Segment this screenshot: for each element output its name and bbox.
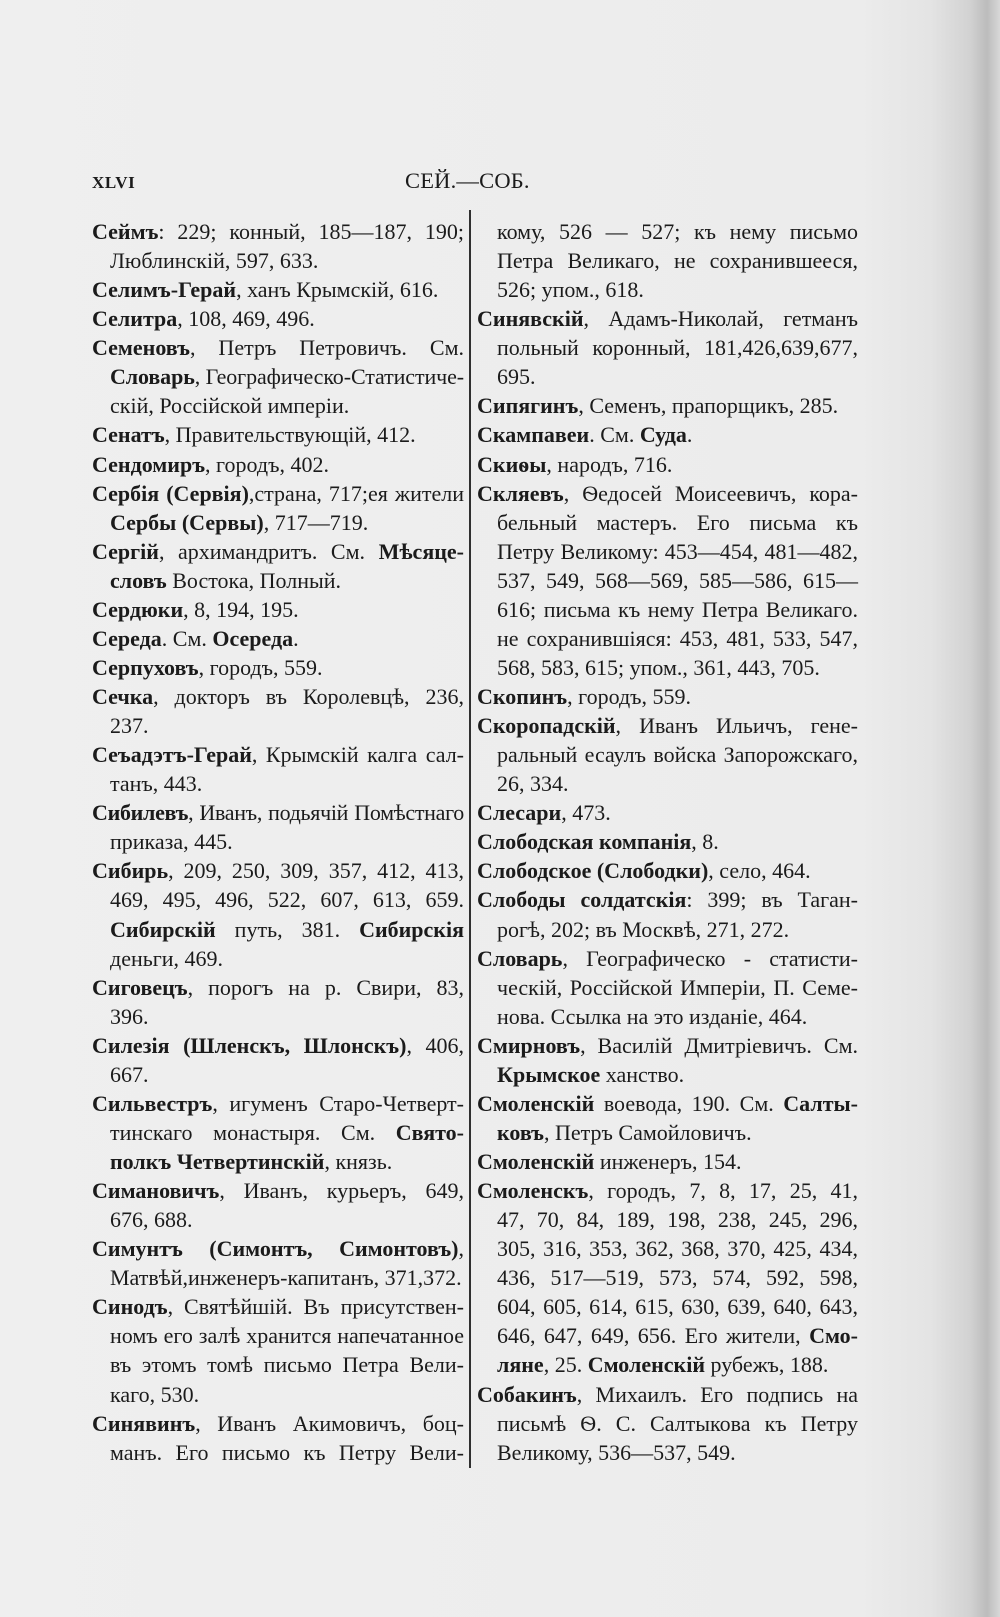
entry-line bbox=[497, 915, 858, 944]
entry-heading: Селитра bbox=[92, 306, 178, 332]
entry-line bbox=[110, 827, 464, 856]
entry-line bbox=[110, 362, 464, 391]
entry-heading: Мѣсяце- bbox=[378, 538, 464, 564]
entry-line bbox=[497, 537, 858, 566]
entry-line bbox=[92, 653, 464, 682]
entry-line bbox=[92, 740, 464, 769]
entry-line bbox=[110, 915, 464, 944]
entry-line bbox=[497, 1438, 858, 1467]
index-entry bbox=[477, 420, 858, 449]
entry-line bbox=[110, 1321, 464, 1350]
entry-heading: Слободская компанія bbox=[477, 829, 692, 855]
entry-line bbox=[110, 1060, 464, 1089]
entry-heading: Скоропадскій bbox=[477, 713, 616, 739]
entry-line bbox=[497, 624, 858, 653]
entry-line bbox=[497, 566, 858, 595]
entry-text: Люблинскій, 597, 633. bbox=[110, 248, 319, 274]
entry-heading: Свято- bbox=[395, 1119, 464, 1145]
entry-text: , bbox=[458, 1236, 464, 1262]
entry-heading: Сибирскія bbox=[359, 916, 464, 942]
entry-line bbox=[477, 944, 858, 973]
entry-line bbox=[92, 304, 464, 333]
entry-line bbox=[110, 1002, 464, 1031]
entry-line bbox=[497, 217, 858, 246]
entry-text: Петру Великому: 453—454, 481—482, bbox=[497, 538, 858, 564]
entry-text: въ этомъ томѣ письмо Петра Вели- bbox=[110, 1352, 464, 1378]
entry-line bbox=[110, 1263, 464, 1292]
entry-line bbox=[92, 1089, 464, 1118]
entry-text: ральный есаулъ войска Запорожскаго, bbox=[497, 742, 858, 768]
index-entry bbox=[477, 1147, 858, 1176]
entry-line bbox=[110, 508, 464, 537]
entry-text: 396. bbox=[110, 1003, 149, 1029]
entry-text: , городъ, 7, 8, 17, 25, 41, bbox=[588, 1178, 858, 1204]
entry-heading: Словарь bbox=[477, 945, 563, 971]
entry-text: , 473. bbox=[561, 800, 611, 826]
entry-line bbox=[92, 420, 464, 449]
index-entry bbox=[477, 856, 858, 885]
entry-heading: Сиговецъ bbox=[92, 974, 188, 1000]
entry-heading: ляне bbox=[497, 1352, 544, 1378]
entry-line bbox=[477, 391, 858, 420]
entry-text: 237. bbox=[110, 713, 149, 739]
entry-text: скій, Россійской имперіи. bbox=[110, 393, 350, 419]
entry-heading: Синодъ bbox=[92, 1294, 168, 1320]
entry-line bbox=[477, 856, 858, 885]
entry-line bbox=[497, 1350, 858, 1379]
index-column-right bbox=[477, 217, 858, 1467]
entry-heading: Синявинъ bbox=[92, 1410, 196, 1436]
entry-line bbox=[477, 1031, 858, 1060]
entry-text: рубежъ, 188. bbox=[705, 1352, 829, 1378]
index-entry bbox=[92, 420, 464, 449]
entry-text: , 406, bbox=[406, 1032, 464, 1058]
entry-line bbox=[110, 566, 464, 595]
entry-text: , Адамъ-Николай, гетманъ bbox=[583, 306, 858, 332]
entry-text: 646, 647, 649, 656. Его жители, bbox=[497, 1323, 810, 1349]
entry-line bbox=[497, 653, 858, 682]
entry-text: Востока, Полный. bbox=[166, 567, 342, 593]
entry-text: , Василій Дмитріевичъ. См. bbox=[580, 1032, 858, 1058]
entry-text: , Иванъ, курьеръ, 649, bbox=[219, 1178, 464, 1204]
entry-heading: Сербія (Сервія) bbox=[92, 480, 249, 506]
index-entry bbox=[477, 944, 858, 1031]
entry-text: манъ. Его письмо къ Петру Вели- bbox=[110, 1439, 464, 1465]
entry-heading: Синявскій bbox=[477, 306, 584, 332]
entry-line bbox=[92, 624, 464, 653]
index-entry bbox=[92, 479, 464, 537]
entry-text: . См. bbox=[589, 422, 640, 448]
entry-text: , архимандритъ. См. bbox=[158, 538, 379, 564]
entry-text: Матвѣй,инженеръ-капитанъ, 371,372. bbox=[110, 1265, 462, 1291]
index-entry bbox=[477, 304, 858, 391]
entry-text: рогѣ, 202; въ Москвѣ, 271, 272. bbox=[497, 916, 790, 942]
index-entry bbox=[92, 1234, 464, 1292]
entry-heading: Сеъадэтъ-Герай bbox=[92, 742, 252, 768]
entry-line bbox=[497, 1263, 858, 1292]
entry-text: , 8. bbox=[691, 829, 719, 855]
entry-heading: Сердюки bbox=[92, 596, 184, 622]
entry-heading: Сенатъ bbox=[92, 422, 165, 448]
entry-text: : 229; конный, 185—187, 190; bbox=[158, 219, 464, 244]
entry-text: , Иванъ Ильичъ, гене- bbox=[615, 713, 858, 739]
index-entry bbox=[92, 275, 464, 304]
entry-line bbox=[477, 1147, 858, 1176]
index-entry bbox=[92, 973, 464, 1031]
entry-line bbox=[110, 1438, 464, 1467]
entry-text: , село, 464. bbox=[708, 858, 811, 884]
entry-line bbox=[477, 798, 858, 827]
entry-text: 676, 688. bbox=[110, 1207, 193, 1233]
index-entry bbox=[92, 798, 464, 856]
entry-heading: Сеймъ bbox=[92, 219, 159, 244]
entry-text: . bbox=[686, 422, 693, 448]
entry-heading: Силезія (Шленскъ, Шлонскъ) bbox=[92, 1032, 407, 1058]
entry-line bbox=[497, 362, 858, 391]
entry-text: , народъ, 716. bbox=[546, 451, 673, 477]
entry-heading: Салты- bbox=[783, 1090, 858, 1116]
entry-heading: Семеновъ bbox=[92, 335, 190, 361]
entry-line bbox=[477, 711, 858, 740]
entry-text: тинскаго монастыря. См. bbox=[110, 1119, 396, 1145]
entry-text: 667. bbox=[110, 1061, 149, 1087]
entry-text: ханство. bbox=[600, 1061, 685, 1087]
index-entry bbox=[477, 479, 858, 682]
entry-line bbox=[497, 275, 858, 304]
index-entry bbox=[92, 1176, 464, 1234]
entry-heading: полкъ Четвертинскій bbox=[110, 1149, 325, 1174]
index-entry bbox=[92, 653, 464, 682]
entry-line bbox=[92, 275, 464, 304]
entry-text: ,страна, 717;ея жители bbox=[248, 480, 464, 506]
entry-line bbox=[477, 304, 858, 333]
entry-text: , Правительствующій, 412. bbox=[164, 422, 416, 448]
entry-text: . См. bbox=[161, 625, 213, 651]
entry-text: 26, 334. bbox=[497, 771, 569, 797]
index-entry bbox=[477, 217, 858, 304]
entry-heading: Слесари bbox=[477, 800, 562, 826]
entry-text: , Семенъ, прапорщикъ, 285. bbox=[578, 393, 839, 419]
entry-heading: Серпуховъ bbox=[92, 654, 199, 680]
entry-line bbox=[92, 1234, 464, 1263]
entry-line bbox=[477, 682, 858, 711]
entry-line bbox=[477, 479, 858, 508]
index-entry bbox=[92, 1292, 464, 1408]
entry-text: , Иванъ Акимовичъ, боц- bbox=[195, 1410, 464, 1436]
entry-line bbox=[497, 508, 858, 537]
entry-text: . bbox=[293, 625, 299, 651]
index-entry bbox=[92, 217, 464, 275]
entry-heading: Скампавеи bbox=[477, 422, 590, 448]
entry-text: , Ѳедосей Моисеевичъ, кора- bbox=[563, 480, 858, 506]
index-entry bbox=[92, 856, 464, 972]
entry-heading: Слободы солдатскія bbox=[477, 887, 687, 913]
entry-text: путь, 381. bbox=[215, 916, 360, 942]
entry-text: воевода, 190. См. bbox=[594, 1090, 784, 1116]
entry-heading: Симунтъ (Симонтъ, Симонтовъ) bbox=[92, 1236, 459, 1262]
entry-text: , городъ, 559. bbox=[567, 684, 692, 709]
entry-line bbox=[110, 1205, 464, 1234]
entry-text: польный коронный, 181,426,639,677, bbox=[497, 335, 858, 361]
entry-heading: Смирновъ bbox=[477, 1032, 581, 1058]
index-entry bbox=[92, 333, 464, 420]
entry-text: кому, 526 — 527; къ нему письмо bbox=[497, 219, 858, 244]
entry-heading: Середа bbox=[92, 625, 162, 651]
index-entry bbox=[477, 450, 858, 479]
entry-line bbox=[92, 1176, 464, 1205]
entry-text: 305, 316, 353, 362, 368, 370, 425, 434, bbox=[497, 1236, 858, 1262]
entry-text: , Крымскій калга сал- bbox=[251, 742, 464, 768]
entry-line bbox=[110, 1118, 464, 1147]
entry-line bbox=[477, 1176, 858, 1205]
index-entry bbox=[477, 1176, 858, 1379]
entry-heading: Сендомиръ bbox=[92, 451, 206, 477]
entry-text: 47, 70, 84, 189, 198, 238, 245, 296, bbox=[497, 1207, 858, 1233]
index-entry bbox=[477, 391, 858, 420]
entry-text: , 209, 250, 309, 357, 412, 413, bbox=[168, 858, 464, 884]
entry-heading: Смо- bbox=[809, 1323, 858, 1349]
entry-line bbox=[477, 827, 858, 856]
entry-line bbox=[92, 973, 464, 1002]
entry-line bbox=[110, 711, 464, 740]
entry-text: , Петръ Петровичъ. См. bbox=[189, 335, 464, 361]
entry-line bbox=[497, 1002, 858, 1031]
entry-line bbox=[92, 595, 464, 624]
entry-heading: Словарь bbox=[110, 364, 195, 390]
entry-text: , 108, 469, 496. bbox=[177, 306, 315, 332]
entry-line bbox=[110, 944, 464, 973]
entry-line bbox=[110, 1380, 464, 1409]
entry-line bbox=[92, 450, 464, 479]
entry-heading: Сергій bbox=[92, 538, 159, 564]
entry-text: инженеръ, 154. bbox=[594, 1149, 742, 1174]
entry-text: ческій, Россійской Имперіи, П. Семе- bbox=[497, 974, 858, 1000]
index-entry bbox=[92, 1031, 464, 1089]
entry-text: : 399; въ Таган- bbox=[686, 887, 858, 913]
entry-text: не сохранившіяся: 453, 481, 533, 547, bbox=[497, 625, 858, 651]
entry-heading: Слободское (Слободки) bbox=[477, 858, 709, 884]
entry-heading: Собакинъ bbox=[477, 1381, 577, 1407]
entry-line bbox=[497, 740, 858, 769]
entry-heading: Скиѳы bbox=[477, 451, 547, 477]
entry-line bbox=[92, 1409, 464, 1438]
entry-text: , князь. bbox=[324, 1149, 393, 1174]
index-entry bbox=[92, 450, 464, 479]
index-entry bbox=[477, 885, 858, 943]
entry-line bbox=[110, 391, 464, 420]
index-entry bbox=[92, 740, 464, 798]
index-entry bbox=[92, 1089, 464, 1176]
entry-heading: Сибирскій bbox=[110, 916, 216, 942]
entry-text: , 717—719. bbox=[263, 509, 369, 535]
index-entry bbox=[477, 827, 858, 856]
index-entry bbox=[477, 798, 858, 827]
entry-text: Великому, 536—537, 549. bbox=[497, 1439, 736, 1465]
entry-line bbox=[497, 1292, 858, 1321]
entry-line bbox=[92, 333, 464, 362]
entry-line bbox=[92, 479, 464, 508]
entry-line bbox=[92, 856, 464, 885]
entry-text: бельный мастеръ. Его письма къ bbox=[497, 509, 858, 535]
entry-heading: Сильвестръ bbox=[92, 1090, 213, 1116]
index-entry bbox=[477, 1380, 858, 1467]
entry-heading: Селимъ-Герай bbox=[92, 277, 237, 303]
index-entry bbox=[92, 537, 464, 595]
entry-heading: Сечка bbox=[92, 684, 154, 709]
entry-line bbox=[92, 537, 464, 566]
entry-text: каго, 530. bbox=[110, 1381, 200, 1407]
entry-line bbox=[497, 595, 858, 624]
entry-text: Петра Великаго, не сохранившееся, bbox=[497, 248, 858, 274]
index-entry bbox=[92, 1409, 464, 1467]
entry-line bbox=[110, 246, 464, 275]
entry-line bbox=[497, 1205, 858, 1234]
entry-text: , докторъ въ Королевцѣ, 236, bbox=[153, 684, 464, 709]
entry-line bbox=[477, 1089, 858, 1118]
page-number: XLVI bbox=[92, 173, 136, 192]
entry-text: 616; письма къ нему Петра Великаго. bbox=[497, 596, 858, 622]
entry-line bbox=[497, 1409, 858, 1438]
index-entry bbox=[92, 682, 464, 740]
index-entry bbox=[92, 624, 464, 653]
entry-heading: словъ bbox=[110, 567, 167, 593]
entry-text: , 8, 194, 195. bbox=[183, 596, 299, 622]
entry-text: , городъ, 559. bbox=[198, 654, 323, 680]
entry-line bbox=[110, 1350, 464, 1379]
entry-text: 526; упом., 618. bbox=[497, 277, 644, 303]
entry-line bbox=[497, 1118, 858, 1147]
entry-text: приказа, 445. bbox=[110, 829, 233, 855]
entry-text: , порогъ на р. Свири, 83, bbox=[187, 974, 464, 1000]
entry-line bbox=[497, 973, 858, 1002]
entry-text: , Петръ Самойловичъ. bbox=[544, 1119, 752, 1145]
entry-heading: Смоленскій bbox=[587, 1352, 705, 1378]
entry-heading: Суда bbox=[639, 422, 687, 448]
entry-heading: Сипягинъ bbox=[477, 393, 579, 419]
entry-line bbox=[497, 333, 858, 362]
entry-heading: Смоленскій bbox=[477, 1149, 595, 1174]
index-entry bbox=[477, 1089, 858, 1147]
entry-line bbox=[92, 1292, 464, 1321]
entry-line bbox=[92, 1031, 464, 1060]
entry-line bbox=[497, 1321, 858, 1350]
entry-heading: Симановичъ bbox=[92, 1178, 220, 1204]
entry-line bbox=[110, 769, 464, 798]
entry-text: , Географическо - статисти- bbox=[562, 945, 858, 971]
entry-text: , Географическо-Статистиче- bbox=[194, 364, 464, 390]
entry-heading: Скопинъ bbox=[477, 684, 568, 709]
index-entry bbox=[92, 595, 464, 624]
entry-text: , Иванъ, подьячій Помѣстнаго bbox=[188, 800, 464, 826]
column-divider bbox=[469, 210, 471, 1468]
entry-line bbox=[477, 1380, 858, 1409]
entry-text: , городъ, 402. bbox=[205, 451, 329, 477]
entry-text: , игуменъ Старо-Четверт- bbox=[212, 1090, 464, 1116]
entry-text: 604, 605, 614, 615, 630, 639, 640, 643, bbox=[497, 1294, 858, 1320]
entry-line bbox=[92, 217, 464, 246]
entry-text: , ханъ Крымскій, 616. bbox=[236, 277, 439, 303]
entry-heading: Скляевъ bbox=[477, 480, 564, 506]
entry-heading: Смоленскій bbox=[477, 1090, 595, 1116]
entry-line bbox=[110, 885, 464, 914]
index-entry bbox=[477, 1031, 858, 1089]
entry-heading: Смоленскъ bbox=[477, 1178, 589, 1204]
entry-heading: Сибирь bbox=[92, 858, 169, 884]
entry-heading: Осереда bbox=[212, 625, 294, 651]
entry-text: , Михаилъ. Его подпись на bbox=[576, 1381, 858, 1407]
index-entry bbox=[92, 304, 464, 333]
entry-heading: Сибилевъ bbox=[92, 800, 189, 826]
entry-text: 537, 549, 568—569, 585—586, 615— bbox=[497, 567, 858, 593]
entry-line bbox=[92, 798, 464, 827]
entry-line bbox=[477, 420, 858, 449]
entry-line bbox=[92, 682, 464, 711]
entry-heading: ковъ bbox=[497, 1119, 544, 1145]
entry-line bbox=[477, 450, 858, 479]
entry-line bbox=[497, 769, 858, 798]
entry-line bbox=[110, 1147, 464, 1176]
entry-line bbox=[497, 246, 858, 275]
entry-text: 695. bbox=[497, 364, 536, 390]
entry-line bbox=[497, 1060, 858, 1089]
entry-line bbox=[477, 885, 858, 914]
index-entry bbox=[477, 711, 858, 798]
entry-text: 469, 495, 496, 522, 607, 613, 659. bbox=[110, 887, 464, 913]
entry-text: , Святѣйшій. Въ присутствен- bbox=[167, 1294, 464, 1320]
entry-text: 436, 517—519, 573, 574, 592, 598, bbox=[497, 1265, 858, 1291]
entry-text: письмѣ Ѳ. С. Салтыкова къ Петру bbox=[497, 1410, 858, 1436]
index-entry bbox=[477, 682, 858, 711]
entry-text: нова. Ссылка на это изданіе, 464. bbox=[497, 1003, 808, 1029]
entry-text: номъ его залѣ хранится напечатанное bbox=[110, 1323, 464, 1349]
index-column-left bbox=[92, 217, 464, 1467]
entry-heading: Сербы (Сервы) bbox=[110, 509, 264, 535]
entry-line bbox=[497, 1234, 858, 1263]
entry-text: деньги, 469. bbox=[110, 945, 224, 971]
entry-text: , 25. bbox=[543, 1352, 588, 1378]
entry-text: танъ, 443. bbox=[110, 771, 203, 797]
entry-heading: Крымское bbox=[497, 1061, 601, 1087]
running-title: СЕЙ.—СОБ. bbox=[405, 168, 530, 193]
entry-text: 568, 583, 615; упом., 361, 443, 705. bbox=[497, 654, 820, 680]
